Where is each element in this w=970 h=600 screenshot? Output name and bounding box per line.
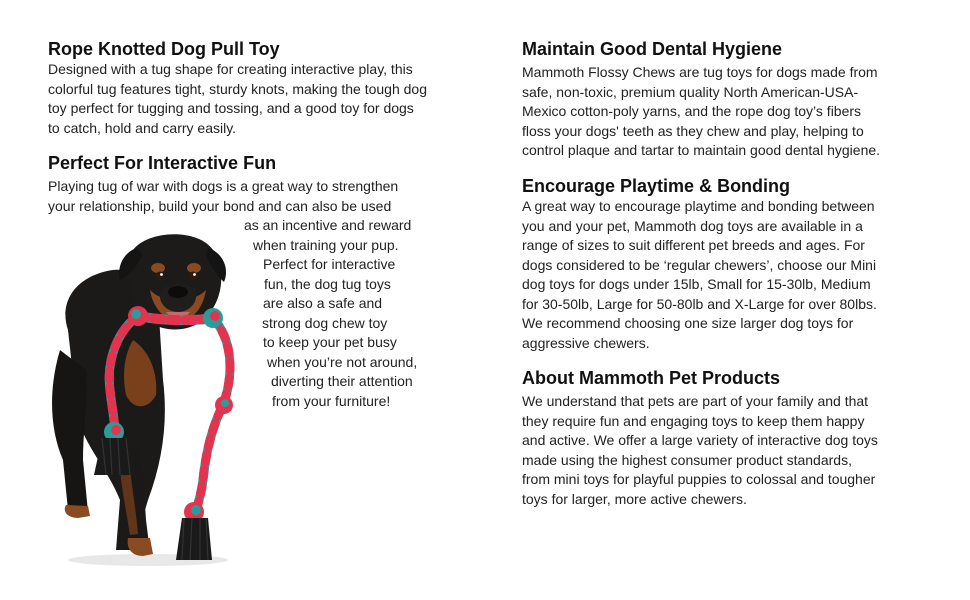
heading-about-mammoth-pet-products: About Mammoth Pet Products [522, 368, 781, 388]
heading-maintain-good-dental-hygiene: Maintain Good Dental Hygiene [522, 39, 783, 59]
heading-perfect-for-interactive-fun: Perfect For Interactive Fun [48, 153, 277, 173]
text-line: strong dog chew toy [262, 314, 388, 331]
text-line: A great way to encourage playtime and bonding between [522, 198, 875, 214]
text-line: We recommend choosing one size larger dog toys for [522, 315, 854, 331]
text-line: dog toys for dogs under 15lb, Small for 15-30lb, Medium [522, 276, 871, 292]
text-line: Designed with a tug shape for creating interactive play, this [48, 61, 413, 77]
text-line: to keep your pet busy [263, 334, 397, 350]
rottweiler-with-rope-toy-image [38, 220, 268, 580]
text-line: toys for larger, more active chewers. [522, 490, 747, 507]
text-line: control plaque and tartar to maintain good dental hygiene. [522, 142, 881, 158]
text-line: fun, the dog tug toys [264, 275, 391, 292]
text-line: as an incentive and reward [244, 217, 412, 233]
text-line: from your furniture! [272, 392, 391, 409]
text-line: dogs considered to be ‘regular chewers’, choose our Mini [522, 256, 877, 273]
text-line: Playing tug of war with dogs is a great way to strengthen [48, 178, 399, 194]
text-line: are also a safe and [263, 295, 383, 311]
text-line: made using the highest consumer product standards, [522, 451, 852, 468]
heading-encourage-playtime-bonding: Encourage Playtime & Bonding [522, 176, 791, 196]
text-line: from mini toys for playful puppies to colossal and tougher [522, 471, 876, 487]
heading-rope-knotted-dog-pull-toy: Rope Knotted Dog Pull Toy [48, 39, 280, 59]
text-line: when you’re not around, [267, 353, 418, 370]
text-line: safe, non-toxic, premium quality North American-USA- [522, 83, 859, 100]
text-line: We understand that pets are part of your family and that [522, 393, 869, 409]
text-line: Mammoth Flossy Chews are tug toys for dogs made from [522, 64, 878, 80]
text-line: they require fun and engaging toys to keep them happy [522, 412, 865, 429]
text-line: toy perfect for tugging and tossing, and a good toy for dogs [48, 100, 414, 116]
text-line: to catch, hold and carry easily. [48, 119, 237, 136]
text-line: you and your pet, Mammoth dog toys are available in a [522, 217, 863, 234]
text-line: Mexico cotton-poly yarns, and the rope dog toy’s fibers [522, 103, 862, 119]
text-line: when training your pup. [253, 236, 399, 253]
text-line: your relationship, build your bond and can also be used [48, 197, 392, 214]
text-line: aggressive chewers. [522, 334, 650, 351]
text-line: diverting their attention [271, 373, 413, 389]
text-line: colorful tug features tight, sturdy knots, making the tough dog [48, 80, 427, 97]
text-line: and active. We offer a large variety of interactive dog toys [522, 432, 878, 448]
text-line: Perfect for interactive [263, 256, 396, 272]
text-line: for 30-50lb, Large for 50-80lb and X-Large for over 80lbs. [522, 295, 877, 312]
text-line: range of sizes to suit different pet breeds and ages. For [522, 237, 865, 253]
text-line: floss your dogs' teeth as they chew and play, helping to [522, 122, 864, 139]
